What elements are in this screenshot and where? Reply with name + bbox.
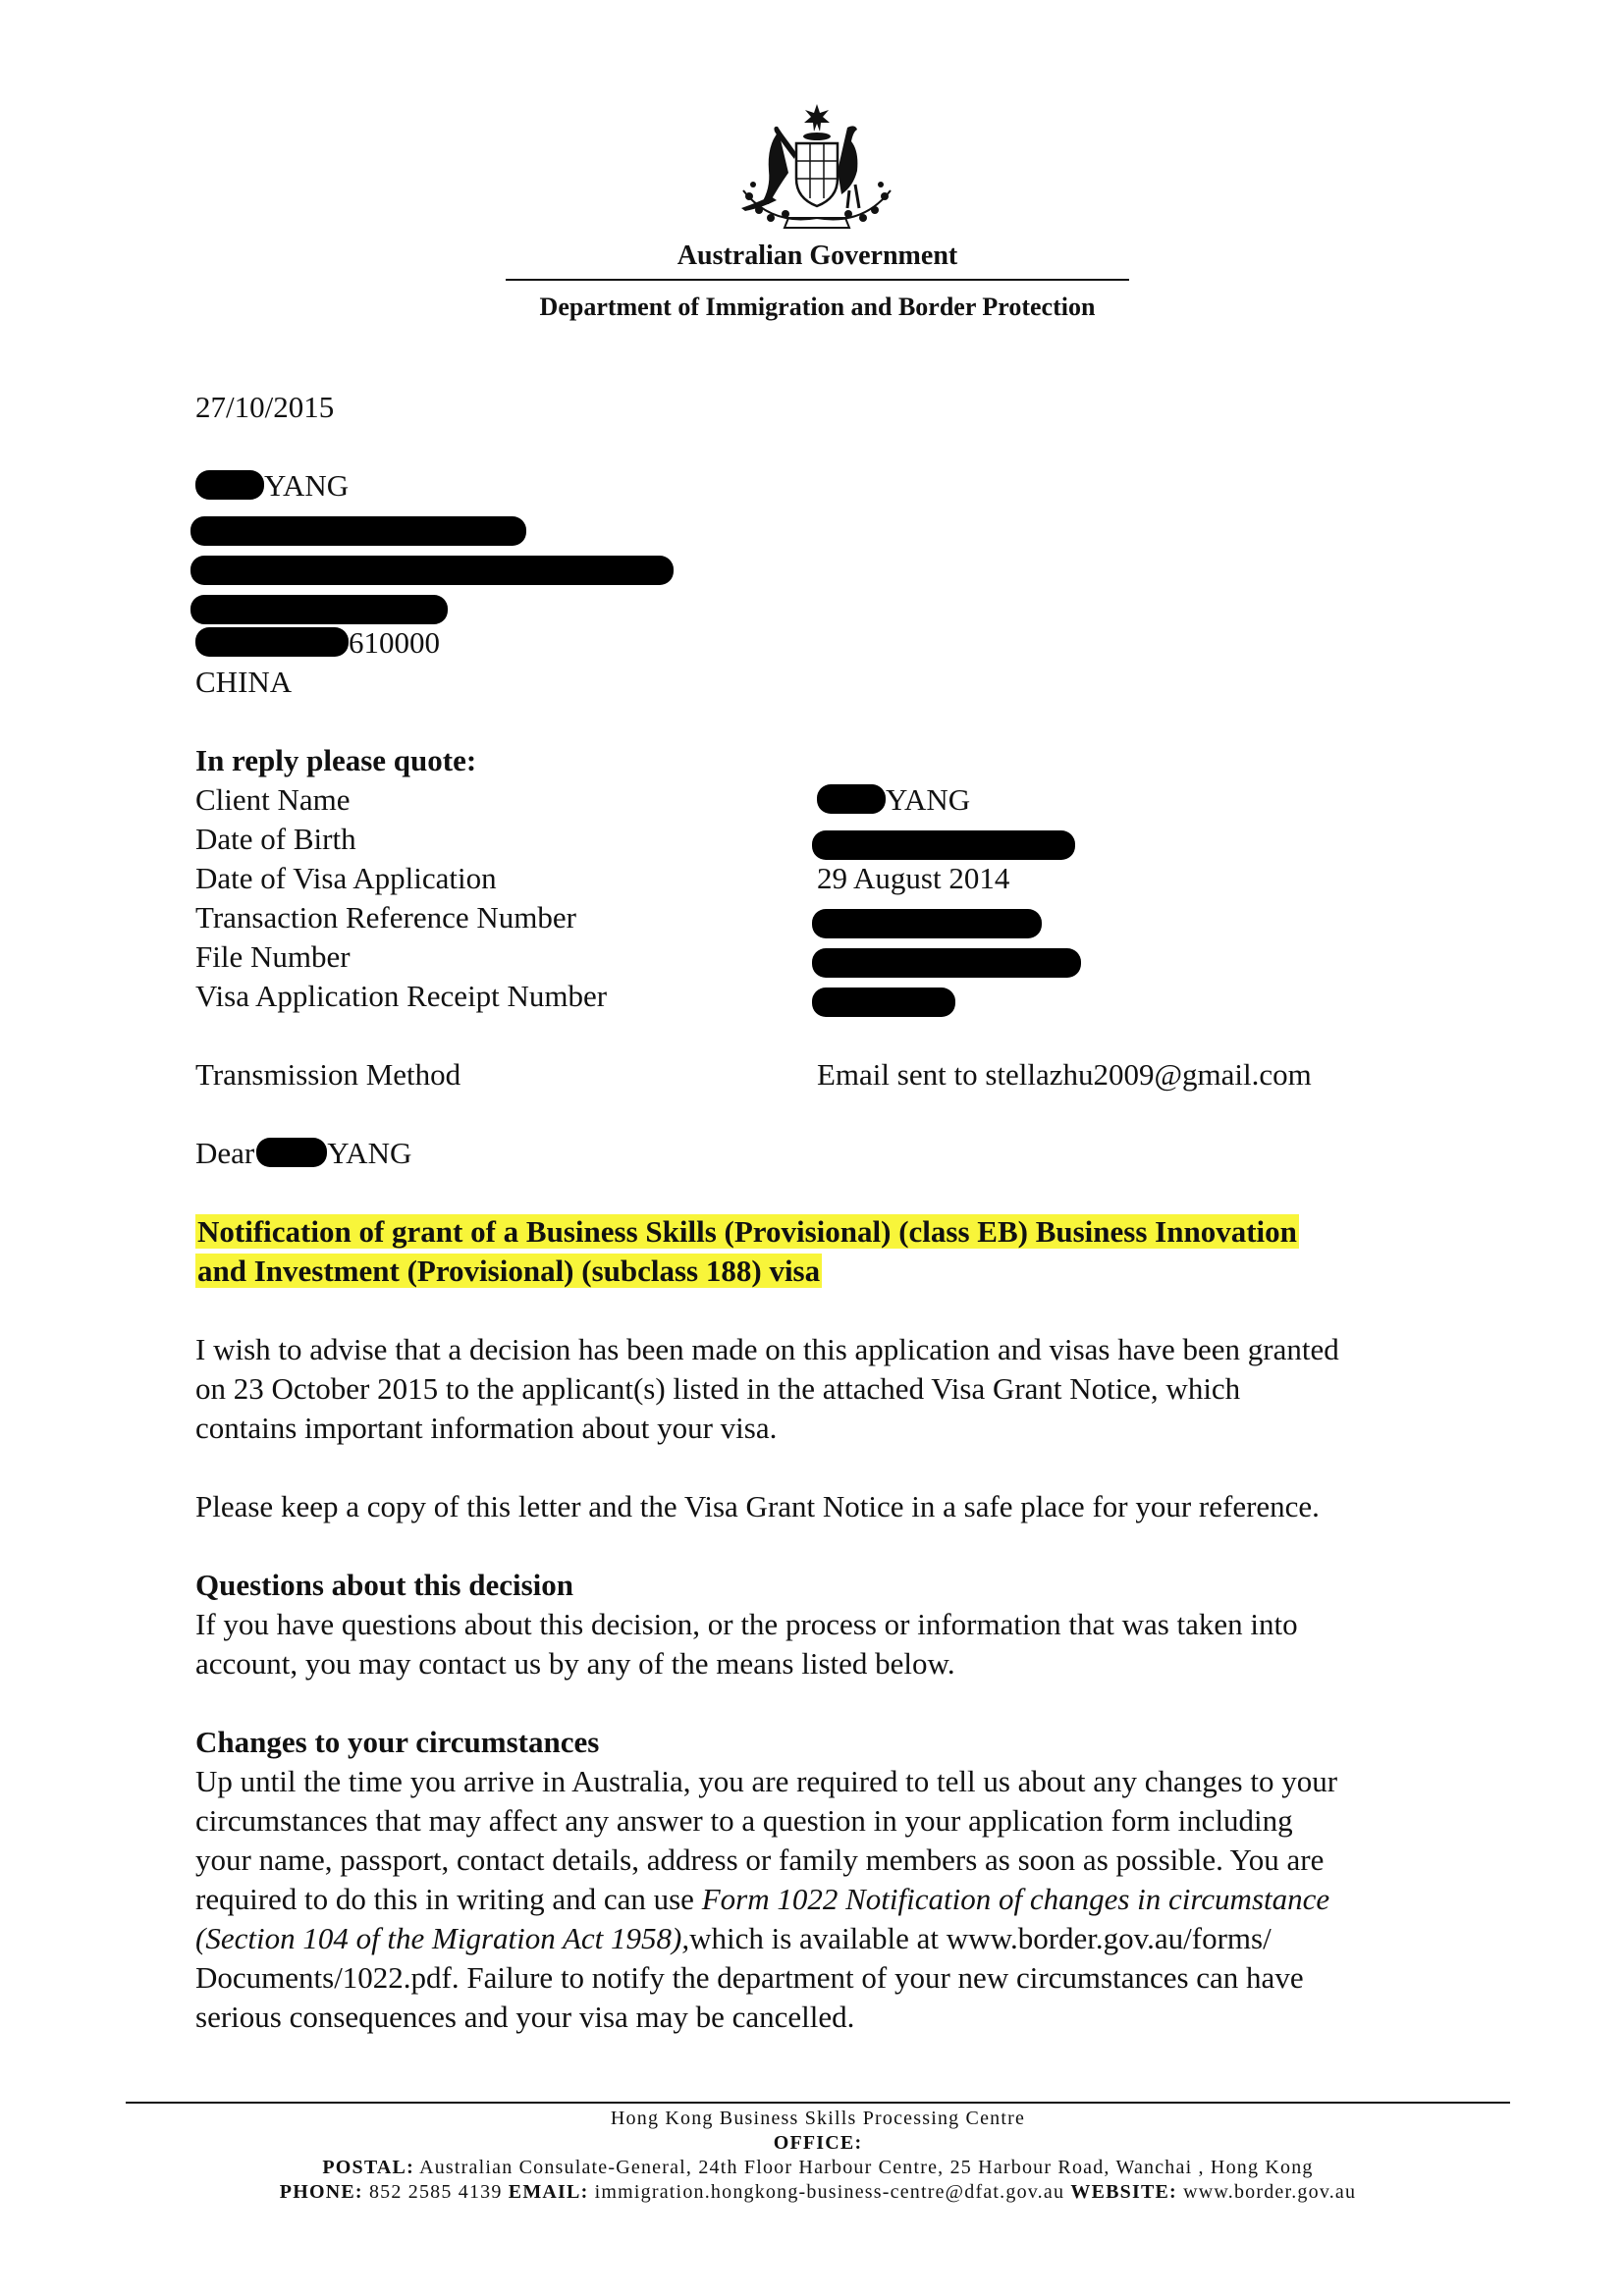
redaction-block [812, 909, 1042, 938]
redaction-block [256, 1138, 327, 1167]
salutation: Dear YANG [195, 1136, 412, 1170]
recipient-postcode: 610000 [195, 623, 440, 663]
reply-heading: In reply please quote: [195, 743, 477, 777]
questions-section: Questions about this decision If you have questions about this decision, or the process or information that was taken into account, you may contact us by any of the means listed below. [195, 1566, 1472, 1683]
redaction-block [817, 784, 886, 814]
footer-contact: PHONE: 852 2585 4139 EMAIL: immigration.hongkong-business-centre@dfat.gov.au WEBSITE: www.border.gov.au [279, 2181, 1357, 2203]
reply-label-receipt-number: Visa Application Receipt Number [195, 979, 608, 1013]
decision-paragraph: I wish to advise that a decision has been made on this application and visas have been granted on 23 October 2015 to the applicant(s) listed in the attached Visa Grant Notice, which contains important information about your visa. [195, 1332, 1339, 1445]
redaction-block [190, 556, 674, 585]
letterhead-divider [506, 279, 1129, 281]
changes-section: Changes to your circumstances Up until the time you arrive in Australia, you are required to tell us about any changes to your circumstances that may affect any answer to a question in your application form including your name, passport, contact details, address or family members as soon as possible. You are required to do this in writing and can use Form 1022 Notification of changes in circumstance (Section 104 of the Migration Act 1958),which is available at www.border.gov.au/forms/ Documents/1022.pdf. Failure to notify the department of your new circumstances can have serious consequences and your visa may be cancelled. [195, 1723, 1472, 2037]
subject-heading [195, 1212, 1472, 1291]
recipient-name: YANG [195, 466, 349, 506]
government-name: Australian Government [677, 240, 958, 271]
redaction-block [812, 948, 1081, 978]
transmission-label: Transmission Method [195, 1057, 461, 1092]
form-1022-title: Form 1022 Notification of changes in circumstance [701, 1882, 1330, 1916]
questions-heading: Questions about this decision [195, 1568, 574, 1602]
keep-copy-paragraph: Please keep a copy of this letter and the Visa Grant Notice in a safe place for your reference. [195, 1489, 1320, 1523]
reply-value-client-name: YANG [817, 780, 970, 820]
migration-act-reference: (Section 104 of the Migration Act 1958), [195, 1921, 690, 1955]
recipient-country: CHINA [195, 665, 293, 699]
redaction-block [812, 988, 955, 1017]
subject-line-2: and Investment (Provisional) (subclass 188) visa [197, 1254, 821, 1288]
redaction-block [812, 830, 1075, 860]
transmission-value: Email sent to stellazhu2009@gmail.com [817, 1057, 1312, 1092]
reply-label-transaction-ref: Transaction Reference Number [195, 900, 576, 934]
footer-centre-name: Hong Kong Business Skills Processing Centre [610, 2108, 1026, 2129]
department-name: Department of Immigration and Border Protection [539, 293, 1096, 321]
reply-label-application-date: Date of Visa Application [195, 861, 497, 895]
footer-postal: POSTAL: Australian Consulate-General, 24th Floor Harbour Centre, 25 Harbour Road, Wanchai , Hong Kong [322, 2157, 1314, 2178]
redaction-block [190, 516, 526, 546]
coat-of-arms-icon [731, 102, 902, 236]
changes-heading: Changes to your circumstances [195, 1725, 600, 1759]
reply-label-file-number: File Number [195, 939, 351, 974]
subject-line-1: Notification of grant of a Business Skills (Provisional) (class EB) Business Innovation [197, 1214, 1297, 1249]
redaction-block [195, 627, 349, 657]
redaction-block [195, 470, 264, 500]
redaction-block [190, 595, 448, 624]
letter-date: 27/10/2015 [195, 390, 335, 424]
reply-value-application-date: 29 August 2014 [817, 861, 1010, 895]
reply-label-date-of-birth: Date of Birth [195, 822, 356, 856]
reply-label-client-name: Client Name [195, 782, 351, 817]
footer-office-label: OFFICE: [773, 2132, 863, 2154]
footer-divider [126, 2102, 1510, 2104]
